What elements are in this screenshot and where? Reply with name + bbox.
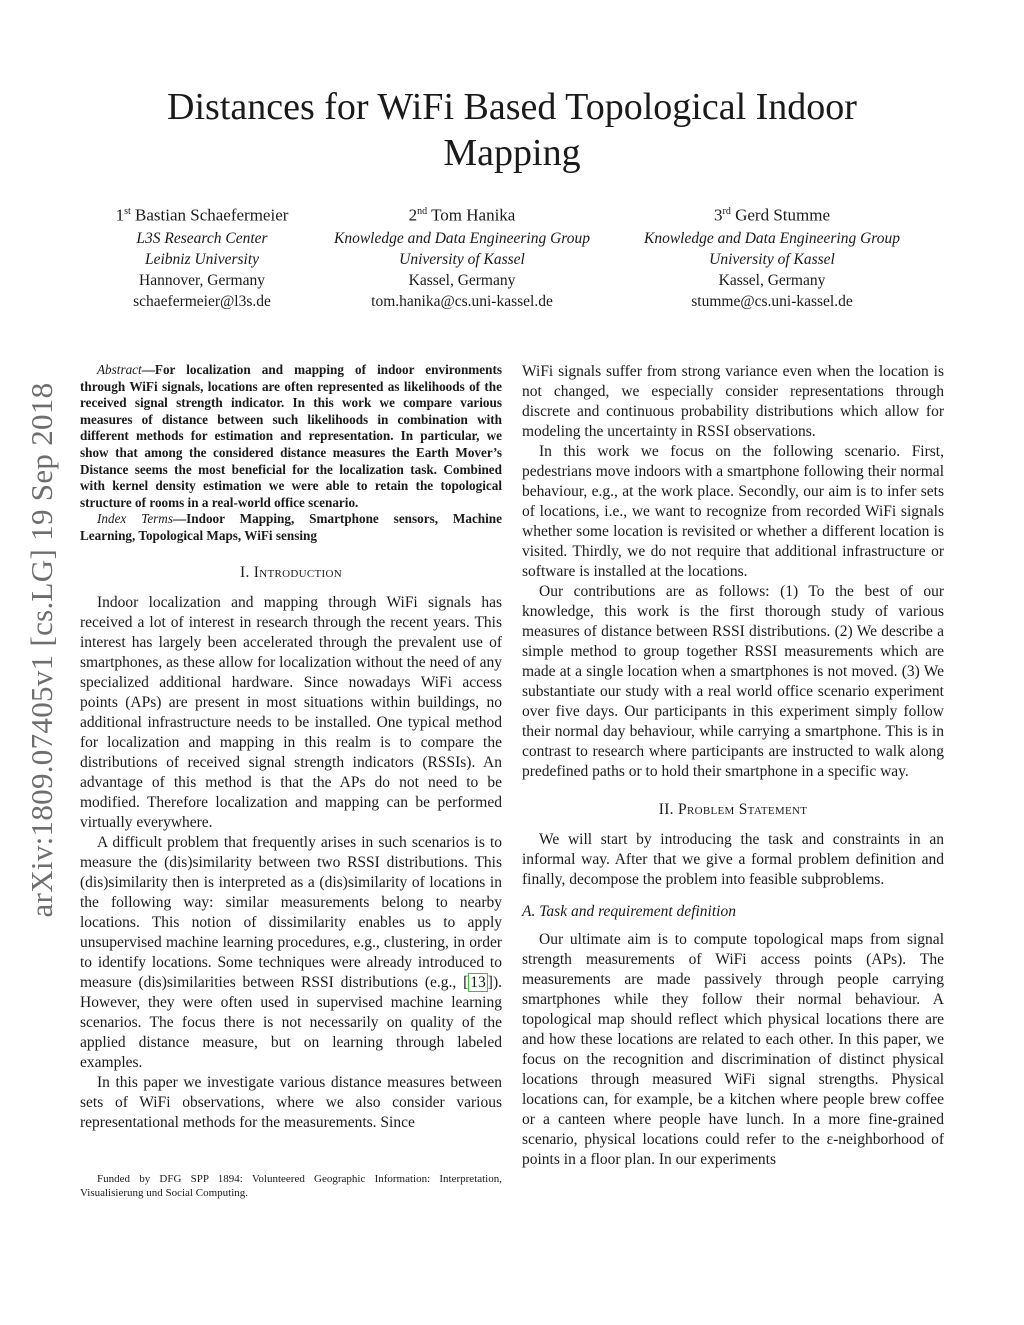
index-terms-text: Indoor Mapping, Smartphone sensors, Machine Learning, Topological Maps, WiFi sensing (80, 511, 502, 543)
author-affiliation: Leibniz University (144, 250, 260, 268)
author-affiliation: University of Kassel (709, 250, 835, 268)
author-name-line: 3rd Gerd Stumme (714, 205, 830, 225)
section-heading-problem-statement: II. Problem Statement (658, 801, 808, 818)
author-name-line: 2nd Tom Hanika (408, 205, 516, 225)
author-name: Bastian Schaefermeier (135, 205, 289, 225)
author-email: stumme@cs.uni-kassel.de (691, 292, 853, 310)
abstract-text: For localization and mapping of indoor environments through WiFi signals, locations are often represented as likelihoods of the received signal strength indicator. In this work we compare various measures of distance between such likelihoods in combination with different methods for estimation and representation. In particular, we show that among the considered distance measures the Earth Mover’s Distance seems the most beneficial for the localization task. Combined with kernel density estimation we were able to retain the topological structure of rooms in a real-world office scenario. (80, 362, 502, 510)
author-block-3 (612, 200, 932, 312)
author-name: Tom Hanika (431, 205, 516, 225)
author-affiliation: Knowledge and Data Engineering Group (333, 229, 590, 247)
author-location: Kassel, Germany (408, 271, 516, 289)
abstract: Abstract—For localization and mapping of indoor environments through WiFi signals, locations are often represented as likelihoods of the received signal strength indicator. In this work we compare various measures of distance between such likelihoods in combination with different methods for estimation and representation. In particular, we show that among the considered distance measures the Earth Mover’s Distance seems the most beneficial for the localization task. Combined with kernel density estimation we were able to retain the topological structure of rooms in a real-world office scenario. (80, 362, 502, 510)
arxiv-sidebar (12, 340, 72, 960)
paragraph-with-citation: A difficult problem that frequently arises in such scenarios is to measure the (dis)similarity between two RSSI distributions. This (dis)similarity then is interpreted as a (dis)similarity of locations in the following way: similar measurements belong to nearby locations. This notion of dissimilarity enables us to apply unsupervised machine learning procedures, e.g., clustering, in order to identify locations. Some techniques were already introduced to measure (dis)similarities between RSSI distributions (e.g., [ 13 ]). However, they were often used in supervised machine learning scenarios. The focus there is not necessarily on quality of the applied distance measure, but on learning through labeled examples. (80, 833, 502, 1071)
paragraph: Our contributions are as follows: (1) To the best of our knowledge, this work is the first thorough study of various measures of distance between RSSI distributions. (2) We describe a simple method to group together RSSI measurements which are made at a single location when a smartphones is not moved. (3) We substantiate our study with a real world office scenario experiment over five days. Our participants in this experiment simply follow their normal day behaviour, while carrying a smartphone. This is in contrast to research where participants are instructed to walk along predefined paths or to hold their smartphone in a specific way. (522, 583, 944, 780)
left-column (80, 362, 502, 1133)
author-affiliation: L3S Research Center (136, 229, 268, 247)
citation-link[interactable]: 13 (470, 973, 486, 991)
author-name-line: 1st Bastian Schaefermeier (115, 205, 289, 225)
abstract-label: Abstract (97, 362, 142, 377)
funding-footnote: Funded by DFG SPP 1894: Volunteered Geographic Information: Interpretation, Visualisierung und Social Computing. (80, 1173, 502, 1199)
author-email: tom.hanika@cs.uni-kassel.de (371, 292, 553, 310)
right-column (522, 362, 944, 1170)
author-name: Gerd Stumme (735, 205, 830, 225)
author-block-2 (302, 200, 622, 312)
index-terms-label: Index Terms (97, 511, 173, 527)
author-email: schaefermeier@l3s.de (133, 292, 271, 310)
paragraph: In this work we focus on the following scenario. First, pedestrians move indoors with a smartphone following their normal behaviour, e.g., at the work place. Secondly, our aim is to infer sets of locations, i.e., we want to recognize from recorded WiFi signals whether some location is revisited or whether a different location is visited. Thirdly, we do not require that additional infrastructure or software is installed at the locations. (522, 443, 944, 580)
author-affiliation: Knowledge and Data Engineering Group (643, 229, 900, 247)
paragraph: WiFi signals suffer from strong variance even when the location is not changed, we especially consider representations through discrete and continuous probability distributions which allow for modeling the uncertainty in RSSI observations. (522, 363, 944, 440)
paper-title: Distances for WiFi Based Topological Indoor Mapping (167, 86, 857, 174)
author-location: Kassel, Germany (718, 271, 826, 289)
arxiv-identifier: arXiv:1809.07405v1 [cs.LG] 19 Sep 2018 (24, 382, 59, 918)
paragraph: In this paper we investigate various distance measures between sets of WiFi observations, where we also consider various representational methods for the measurements. Since (80, 1073, 502, 1131)
subsection-heading: A. Task and requirement definition (522, 903, 736, 920)
paragraph: Indoor localization and mapping through WiFi signals has received a lot of interest in research through the recent years. This interest has largely been accelerated through the prevalent use of smartphones, as these allow for localization without the need of any specialized additional hardware. Since nowadays WiFi access points (APs) are present in most situations within buildings, no additional infrastructure needs to be installed. One typical method for localization and mapping in this realm is to compare the distributions of received signal strength indicators (RSSIs). An advantage of this method is that the APs do not need to be modified. Therefore localization and mapping can be performed virtually everywhere. (80, 593, 502, 831)
paragraph: Our ultimate aim is to compute topological maps from signal strength measurements of WiFi access points (APs). The measurements are made passively through people carrying smartphones while they follow their normal behaviour. A topological map should reflect which physical locations there are and how these locations are related to each other. In this paper, we focus on the recognition and discrimination of distinct physical locations through measured WiFi signal strengths. Physical locations can, for example, be a kitchen where people brew coffee or a canteen where people have lunch. In a more fine-grained scenario, physical locations could refer to the ε-neighborhood of points in a floor plan. In our experiments (522, 931, 944, 1168)
section-heading-introduction: I. Introduction (239, 563, 342, 581)
index-terms: Index Terms—Indoor Mapping, Smartphone sensors, Machine Learning, Topological Maps, WiFi sensing (80, 511, 502, 543)
paragraph: We will start by introducing the task and constraints in an informal way. After that we give a formal problem definition and finally, decompose the problem into feasible subproblems. (522, 831, 944, 888)
author-location: Hannover, Germany (139, 271, 265, 289)
author-affiliation: University of Kassel (399, 250, 525, 268)
